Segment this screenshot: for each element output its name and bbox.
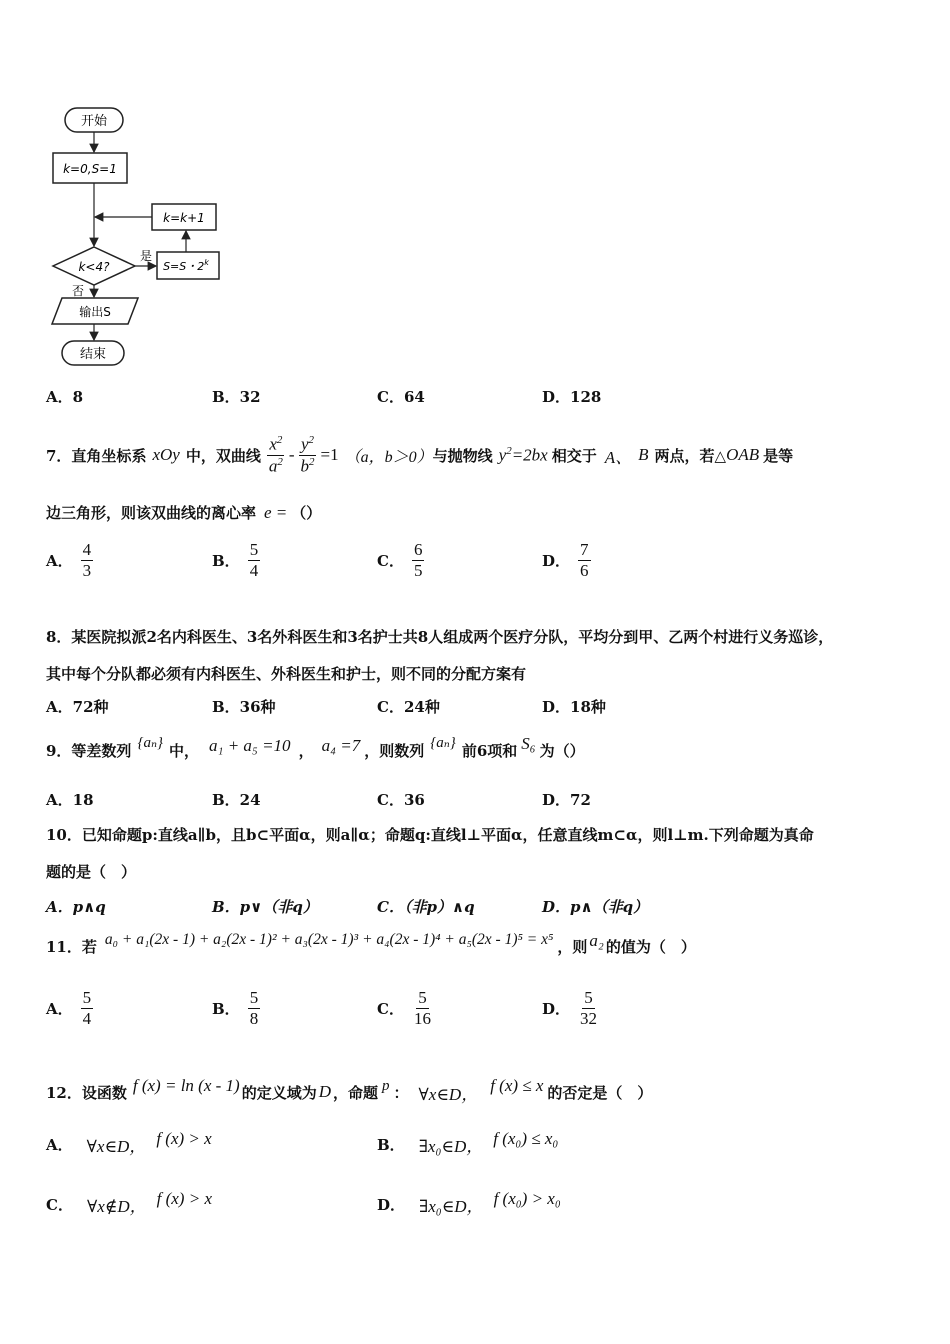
q7-text-1: 7．直角坐标系 — [46, 446, 147, 465]
q12-function: f (x) = ln (x - 1) — [132, 1076, 240, 1095]
q7-cond: （a，b＞0） — [344, 448, 433, 466]
q10-option-d: D．p∧（非q） — [542, 898, 649, 916]
q7-e: e = — [264, 502, 288, 522]
q11-text-2: ，则 — [557, 937, 588, 956]
flow-end-text: 结束 — [79, 347, 107, 362]
q8-option-d: D．18种 — [542, 698, 606, 716]
q7-xoy: xOy — [152, 445, 180, 464]
q7-stem-line2 — [46, 502, 321, 523]
q6-option-c: C．64 — [377, 388, 425, 406]
q9-text-2: 中， — [169, 741, 200, 760]
q11-text-1: 11．若 — [46, 937, 97, 956]
q6-option-b: B．32 — [212, 388, 261, 406]
q12-text-4: ： — [393, 1083, 409, 1102]
q7-option-b: B． $\frac{5}{4}$ — [212, 540, 259, 580]
q12-option-a: A． ∀x∈D， f (x) > x — [46, 1128, 212, 1156]
q8-option-c: C．24种 — [377, 698, 440, 716]
flow-yes-label: 是 — [140, 249, 153, 263]
q7-text-2: 中，双曲线 — [185, 446, 261, 465]
flow-increment-text: k=k+1 — [163, 211, 205, 225]
q7-text-5: 两点，若△ — [654, 446, 727, 465]
q8-option-b: B．36种 — [212, 698, 276, 716]
q9-text-1: 9．等差数列 — [46, 741, 132, 760]
q9-text-5: 为（） — [539, 741, 585, 760]
q10-option-a: A．p∧q — [46, 898, 106, 916]
q7-text-7: 边三角形，则该双曲线的离心率 — [46, 504, 257, 522]
q6-option-d: D．128 — [542, 388, 602, 406]
q12-text-5: 的否定是（ ） — [547, 1083, 653, 1102]
flowchart — [40, 100, 240, 370]
q7-parabola: $y^2=2bx$ — [498, 444, 548, 465]
flow-init-text: k=0,S=1 — [63, 162, 117, 176]
flow-process-text: S=S・2$^k$ — [163, 258, 209, 273]
q10-option-c: C．（非p）∧q — [377, 898, 475, 916]
q7-oab: OAB — [726, 445, 760, 464]
q9-stem — [46, 730, 585, 770]
q11-expr: a₀ + a₁(2x - 1) + a₂(2x - 1)² + a₃(2x - 1)³ + a₄(2x - 1)⁴ + a₅(2x - 1)⁵ = x⁵ — [104, 931, 554, 948]
q11-text-3: 的值为（ ） — [605, 937, 696, 956]
q8-stem-line2: 其中每个分队都必须有内科医生、外科医生和护士，则不同的分配方案有 — [46, 665, 527, 683]
q10-stem-line2: 题的是（ ） — [46, 863, 137, 881]
q11-option-c: C． $\frac{5}{16}$ — [377, 988, 431, 1028]
q6-option-a: A．8 — [46, 388, 84, 406]
q9-option-b: B．24 — [212, 791, 261, 809]
q7-text-4: 相交于 — [551, 446, 597, 465]
q12-text-1: 12．设函数 — [46, 1083, 127, 1102]
q11-stem — [46, 928, 696, 964]
q9-s6: S₆ — [521, 734, 536, 753]
q9-an-1: {aₙ} — [137, 734, 164, 751]
q7-minus: - — [288, 445, 295, 464]
q12-option-d: D． ∃x₀∈D， f (x₀) > x₀ — [377, 1188, 561, 1216]
q7-frac-y: $\frac{y^2}{b^2}$ — [300, 434, 315, 476]
q9-option-a: A．18 — [46, 791, 94, 809]
q11-option-a: A． $\frac{5}{4}$ — [46, 988, 92, 1028]
q12-option-b: B． ∃x₀∈D， f (x₀) ≤ x₀ — [377, 1128, 559, 1156]
q9-text-4: 前6项和 — [461, 741, 518, 760]
flow-condition-text: k<4? — [78, 260, 110, 274]
q7-option-d: D． $\frac{7}{6}$ — [542, 540, 589, 580]
q9-text-3: ，则数列 — [364, 741, 425, 760]
q10-option-b: B．p∨（非q） — [212, 898, 318, 916]
q12-stem — [46, 1072, 652, 1112]
flow-output-text: 输出S — [79, 305, 111, 319]
q7-option-c: C． $\frac{6}{5}$ — [377, 540, 423, 580]
q12-stmt-1: ∀x∈D， — [418, 1084, 479, 1104]
flow-start-text: 开始 — [80, 114, 108, 129]
q11-option-b: B． $\frac{5}{8}$ — [212, 988, 259, 1028]
q12-text-2: 的定义域为 — [241, 1083, 317, 1102]
q12-p: p — [382, 1077, 390, 1094]
q9-an-2: {aₙ} — [430, 734, 456, 751]
q7-option-a: A． $\frac{4}{3}$ — [46, 540, 92, 580]
q7-point-b: B — [638, 445, 649, 464]
q12-domain: D — [318, 1082, 331, 1101]
flow-no-label: 否 — [72, 284, 85, 298]
q8-option-a: A．72种 — [46, 698, 109, 716]
q11-option-d: D． $\frac{5}{32}$ — [542, 988, 598, 1028]
q7-frac-x: $\frac{x^2}{a^2}$ — [268, 434, 283, 476]
q7-point-a: A、 — [604, 447, 633, 467]
q9-option-c: C．36 — [377, 791, 425, 809]
q9-expr-2: a₄ =7 — [321, 736, 361, 755]
q10-stem-line1: 10．已知命题p:直线a∥b，且b⊂平面α，则a∥α；命题q:直线l⊥平面α，任意直线m⊂α，则l⊥m.下列命题为真命 — [46, 826, 814, 844]
q7-text-8: （） — [291, 504, 322, 522]
q7-text-6: 是等 — [763, 446, 794, 465]
q12-stmt-2: f (x) ≤ x — [490, 1076, 544, 1095]
q9-expr-1: a₁ + a₅ =10 — [209, 736, 291, 755]
q12-text-3: ，命题 — [333, 1083, 379, 1102]
q12-option-c: C． ∀x∉D， f (x) > x — [46, 1188, 212, 1216]
q7-stem — [46, 430, 793, 480]
q11-a2: a₂ — [589, 931, 604, 950]
q7-eq1: =1 — [320, 445, 339, 464]
q9-comma: ， — [298, 741, 314, 760]
q7-text-3: 与抛物线 — [432, 446, 493, 465]
q9-option-d: D．72 — [542, 791, 591, 809]
q8-stem-line1: 8．某医院拟派2名内科医生、3名外科医生和3名护士共8人组成两个医疗分队，平均分到甲、乙两个村进行义务巡诊， — [46, 628, 834, 646]
